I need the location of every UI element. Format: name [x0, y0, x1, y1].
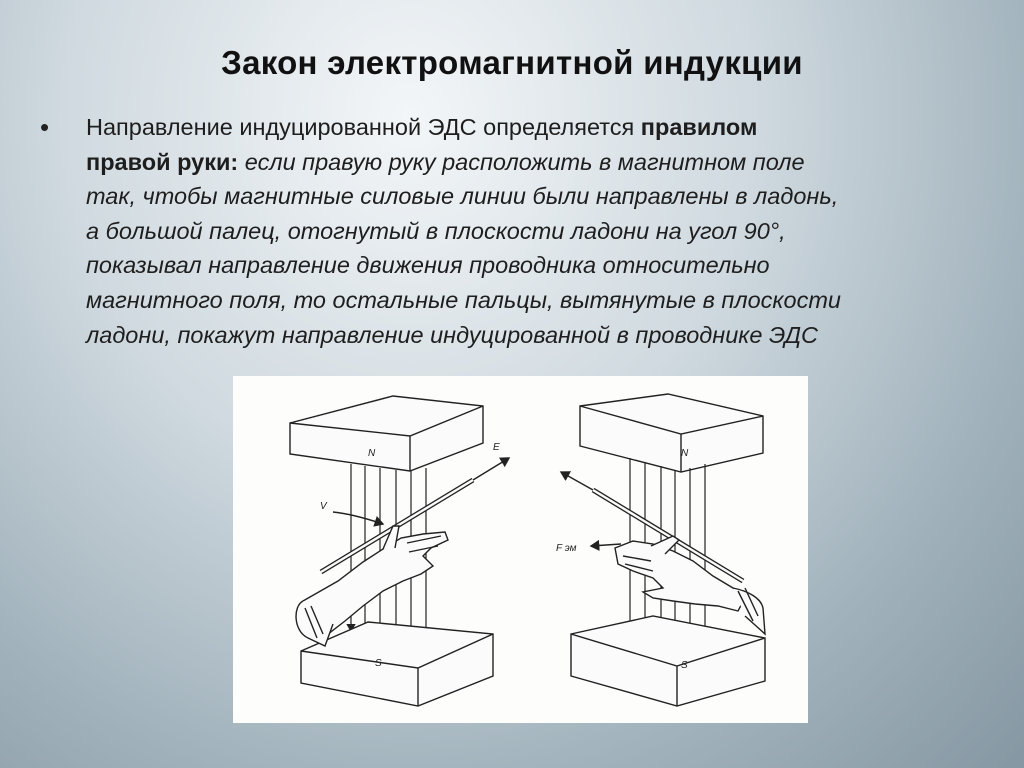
rule-description	[86, 110, 1006, 352]
line-5-italic: показывал направление движения проводника относительно	[86, 252, 770, 279]
text-line-7	[86, 318, 1006, 353]
line-4-italic: а большой палец, отогнутый в плоскости ладони на угол 90°,	[86, 217, 786, 244]
text-line-4	[86, 214, 1006, 249]
text-line-6	[86, 283, 1006, 318]
text-line-1	[86, 110, 1006, 145]
right-force-label: F эм	[556, 543, 577, 554]
left-emf-label: E	[493, 442, 500, 453]
right-diagram	[561, 394, 765, 706]
right-south-label: S	[681, 660, 688, 671]
left-north-label: N	[368, 448, 376, 459]
line-7-italic: ладони, покажут направление индуцированной в проводнике ЭДС	[86, 321, 818, 348]
line-6-italic: магнитного поля, то остальные пальцы, вытянутые в плоскости	[86, 286, 841, 313]
slide-title: Закон электромагнитной индукции	[221, 44, 803, 81]
text-line-5	[86, 248, 1006, 283]
text-line-3	[86, 179, 1006, 214]
line-3-italic: так, чтобы магнитные силовые линии были направлены в ладонь,	[86, 183, 839, 210]
line-2-italic: если правую руку расположить в магнитном поле	[238, 148, 805, 175]
right-south-magnet	[571, 616, 765, 706]
left-velocity-label: V	[320, 501, 327, 512]
left-velocity-arrow	[333, 512, 383, 524]
line-1-normal: Направление индуцированной ЭДС определяется	[86, 114, 641, 140]
bullet-marker: •	[40, 112, 50, 142]
right-force-arrow	[591, 544, 621, 546]
line-1-bold: правилом	[640, 114, 758, 140]
line-2-bold: правой руки:	[86, 148, 239, 175]
left-south-label: S	[375, 658, 382, 669]
text-line-2	[86, 145, 1006, 180]
left-north-magnet	[290, 396, 483, 471]
right-hand-rule-illustration	[233, 376, 808, 723]
right-north-label: N	[681, 448, 689, 459]
right-north-magnet	[580, 394, 763, 472]
left-diagram	[290, 396, 509, 706]
